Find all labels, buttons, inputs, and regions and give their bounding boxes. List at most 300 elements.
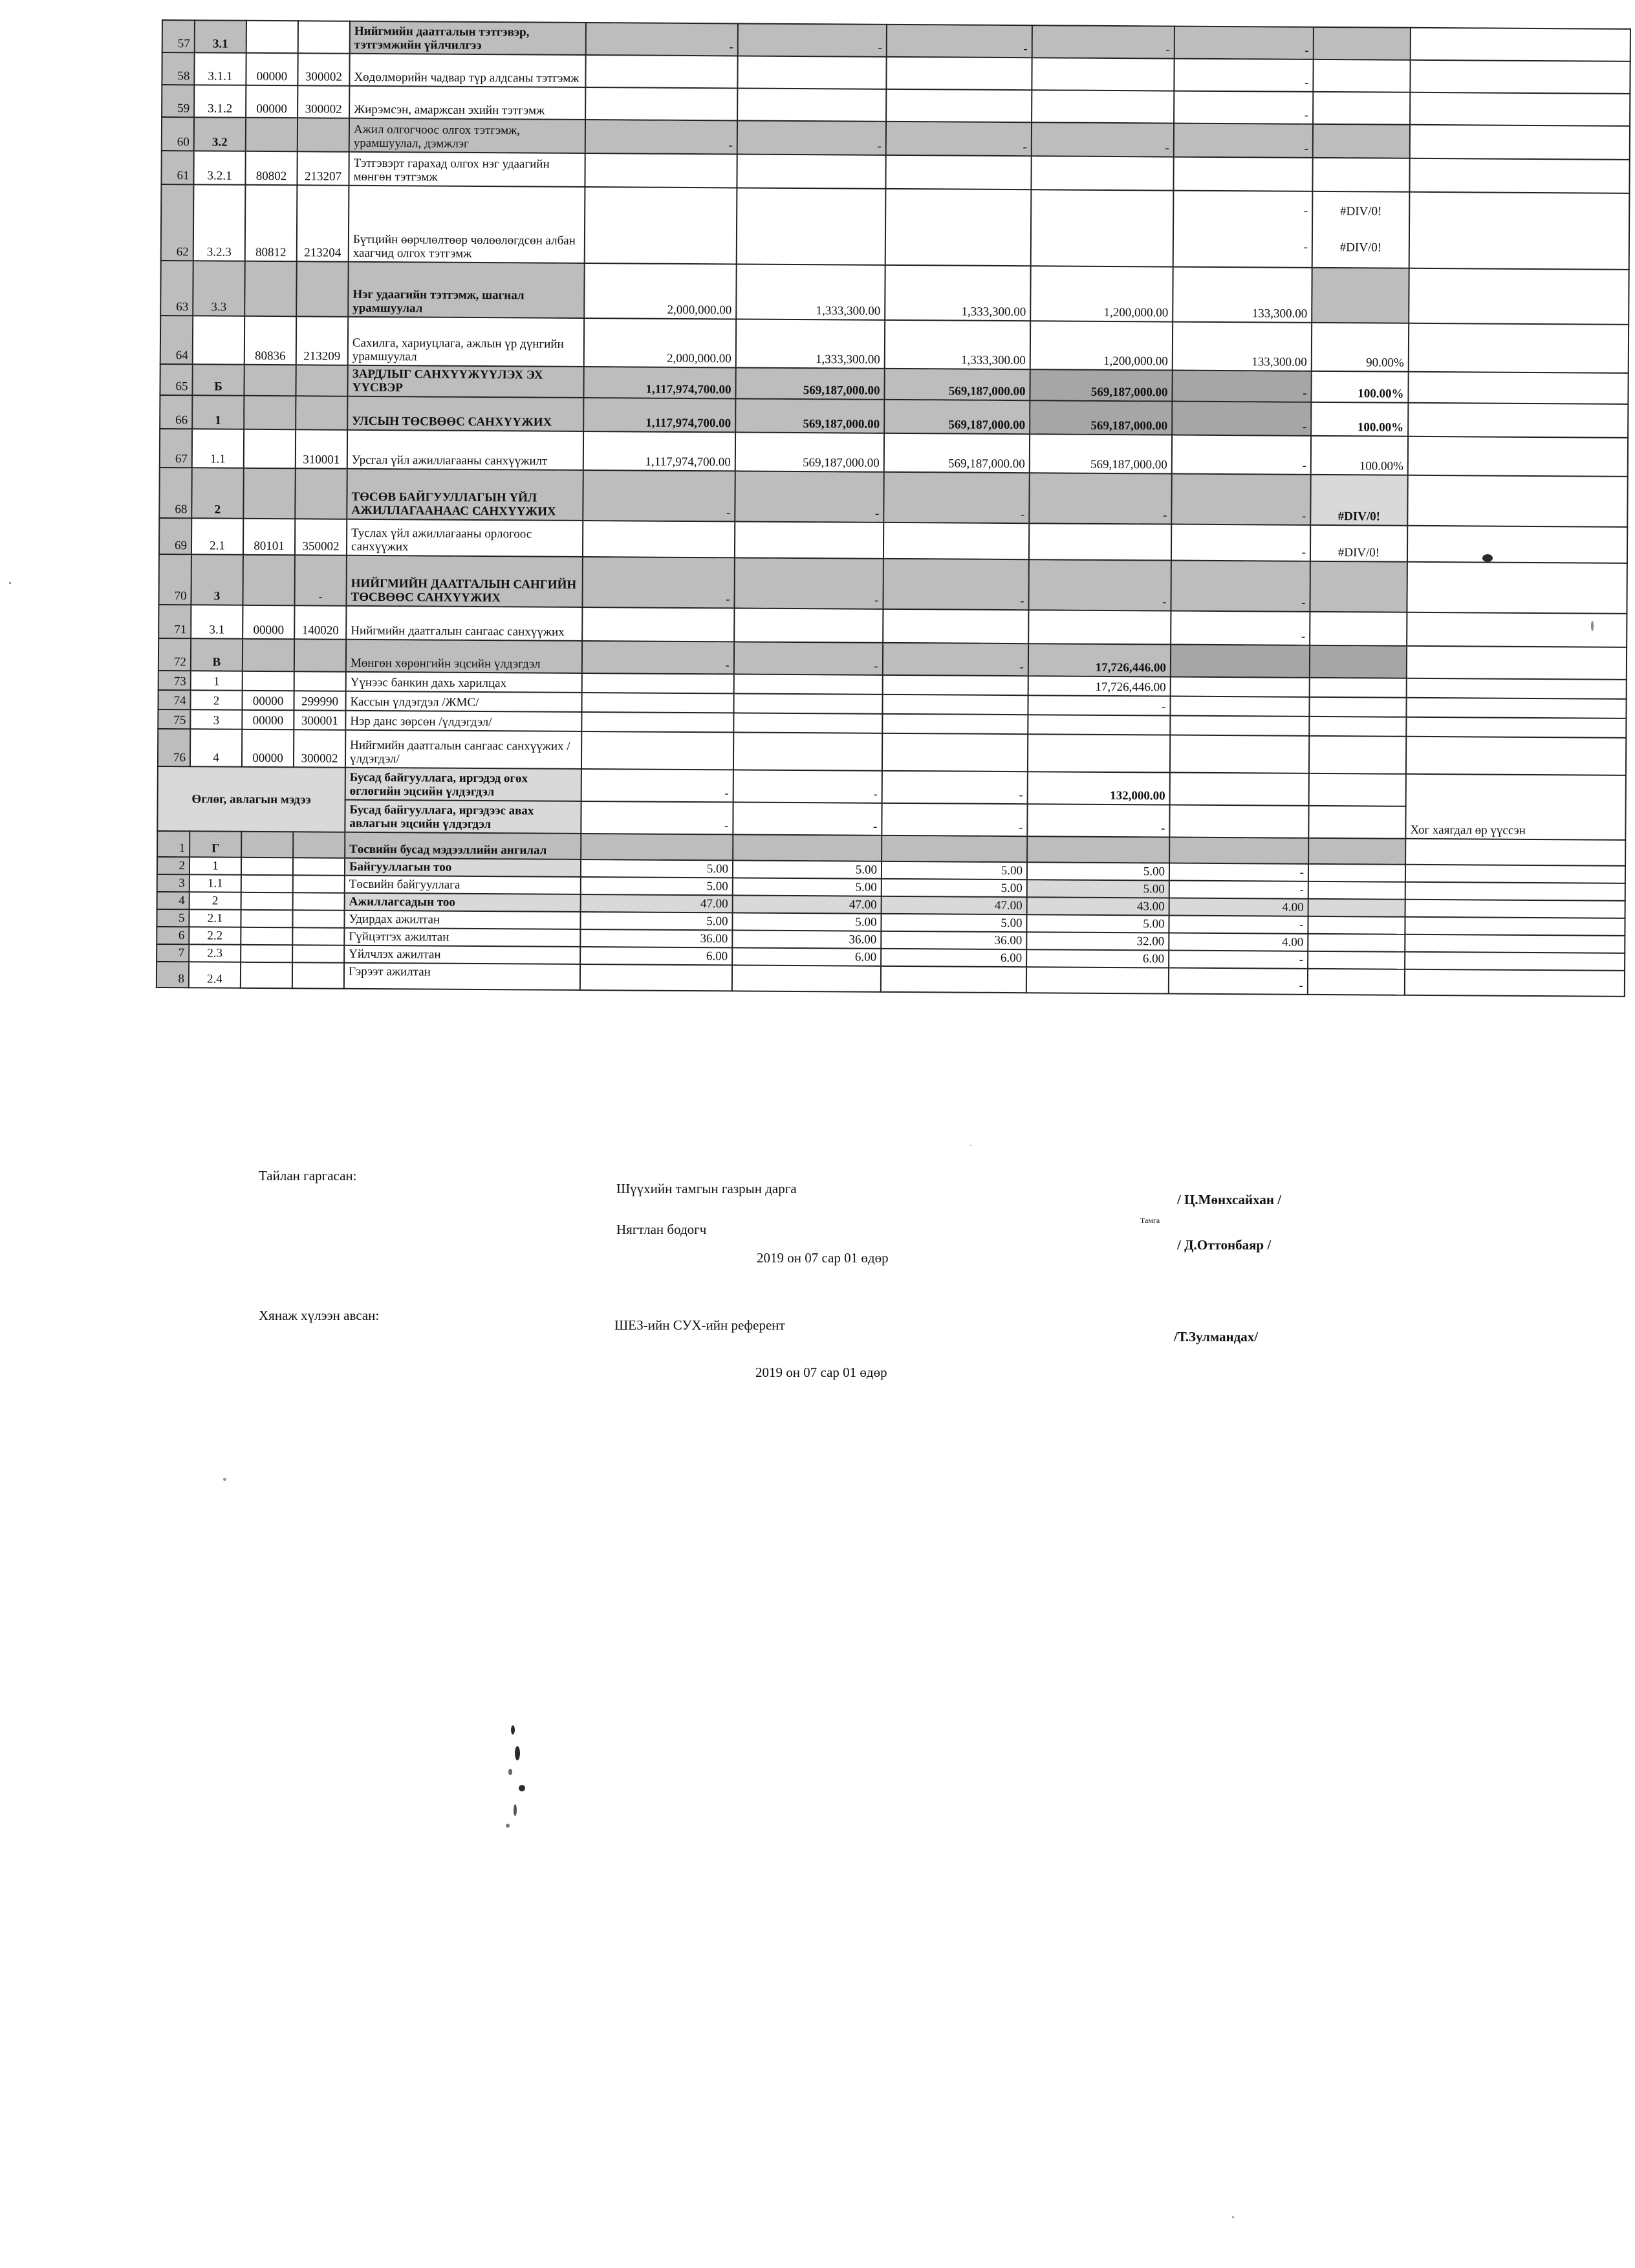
value-plan	[582, 607, 734, 642]
code-2: 350002	[295, 519, 347, 555]
value-financed	[885, 155, 1031, 189]
value-spent	[1028, 610, 1171, 644]
row-code: 3.1.1	[194, 52, 246, 85]
row-number: 58	[162, 52, 194, 85]
scan-speck	[9, 582, 11, 584]
row-name: Жирэмсэн, амаржсан эхийн тэтгэмж	[349, 86, 585, 120]
row-number: 3	[157, 874, 189, 892]
value-difference: -	[1171, 561, 1310, 612]
code-2: 213209	[296, 316, 348, 365]
percent	[1308, 934, 1405, 952]
code-1	[246, 118, 298, 151]
value-difference	[1170, 716, 1309, 736]
value-spent	[1032, 58, 1174, 91]
note	[1410, 60, 1630, 94]
row-number: 8	[157, 962, 189, 988]
code-2	[293, 892, 345, 910]
note	[1408, 437, 1628, 477]
value-plan: 36.00	[580, 929, 732, 947]
value-difference: 133,300.00	[1173, 267, 1312, 323]
value-plan: 47.00	[581, 894, 733, 913]
value-financed: 1,333,300.00	[885, 265, 1031, 321]
value-difference-bottom: -	[1303, 240, 1308, 254]
value-period: -	[734, 557, 883, 609]
value-difference	[1173, 157, 1312, 191]
value-financed: -	[886, 122, 1032, 156]
percent	[1308, 864, 1405, 882]
table-row	[158, 554, 1627, 614]
code-2	[292, 945, 344, 962]
value-plan: -	[583, 470, 735, 521]
code-1: 00000	[242, 729, 294, 767]
value-spent: 569,187,000.00	[1030, 434, 1172, 473]
value-spent: 43.00	[1027, 897, 1169, 915]
value-period: 1,333,300.00	[736, 319, 885, 368]
scan-speck	[506, 1824, 510, 1828]
row-code: 3.2.3	[193, 184, 246, 261]
scan-speck	[1482, 554, 1493, 562]
value-period	[733, 713, 882, 733]
value-difference: -	[1169, 916, 1308, 934]
percent-bottom: #DIV/0!	[1339, 241, 1382, 255]
value-plan: 1,117,974,700.00	[583, 431, 735, 471]
code-2: 213207	[297, 151, 349, 185]
value-difference	[1173, 191, 1313, 268]
note	[1409, 158, 1629, 193]
value-difference: -	[1171, 524, 1310, 561]
value-plan: 5.00	[581, 877, 733, 895]
row-name: Нийгмийн даатгалын сангаас санхүүжих /үлдэгдэл/	[345, 730, 581, 769]
percent	[1308, 881, 1405, 900]
scan-speck	[1232, 2216, 1234, 2218]
value-financed	[885, 189, 1032, 266]
payable-percent	[1309, 773, 1406, 806]
code-2: 300002	[298, 85, 349, 118]
value-financed: 5.00	[882, 879, 1027, 897]
value-plan	[582, 673, 734, 693]
value-period: 5.00	[733, 860, 882, 878]
value-plan	[581, 834, 733, 860]
row-name: Удирдах ажилтан	[344, 911, 580, 929]
value-difference: -	[1174, 91, 1313, 124]
note	[1406, 737, 1626, 775]
percent	[1312, 158, 1409, 192]
value-financed	[882, 733, 1028, 772]
value-difference: -	[1169, 951, 1308, 969]
code-1: 80812	[245, 185, 298, 261]
value-period: 569,187,000.00	[735, 432, 884, 471]
row-number: 4	[157, 892, 189, 909]
row-number: 69	[159, 518, 191, 554]
value-difference: 4.00	[1169, 898, 1308, 916]
receivable-plan: -	[581, 801, 733, 834]
code-1: 00000	[246, 85, 298, 118]
percent	[1310, 645, 1407, 678]
row-code: 3.3	[193, 261, 245, 316]
row-code: 2.4	[189, 962, 241, 988]
row-name: Нийгмийн даатгалын сангаас санхүүжих	[346, 606, 582, 641]
percent	[1310, 678, 1407, 698]
value-plan: -	[582, 557, 734, 608]
code-2	[292, 910, 344, 927]
value-difference	[1171, 645, 1310, 678]
value-difference: 4.00	[1169, 933, 1308, 951]
value-period: 36.00	[732, 930, 881, 948]
value-plan: 1,117,974,700.00	[583, 367, 735, 398]
row-name: Бүтцийн өөрчлөлтөөр чөлөөлөгдсөн албан хаагчид олгох тэтгэмж	[349, 186, 585, 263]
budget-execution-table	[156, 19, 1631, 997]
code-1	[243, 671, 294, 691]
percent	[1308, 969, 1405, 995]
code-1	[241, 832, 293, 858]
row-number: 76	[158, 729, 190, 766]
code-2: 300001	[294, 710, 345, 729]
row-code: 2	[191, 468, 243, 518]
code-1: 80836	[244, 316, 296, 365]
code-2: 300002	[294, 729, 345, 767]
value-period	[734, 608, 883, 642]
code-1	[241, 927, 292, 945]
code-1	[244, 429, 296, 468]
code-1	[243, 639, 294, 671]
row-name: Байгууллагын тоо	[345, 858, 581, 877]
row-name: Нэр данс зөрсөн /үлдэгдэл/	[345, 711, 581, 731]
value-plan	[581, 731, 733, 770]
value-difference: -	[1175, 27, 1314, 59]
value-financed: -	[883, 643, 1028, 676]
table-row	[161, 184, 1630, 270]
value-financed: 47.00	[882, 896, 1027, 914]
row-number: 71	[158, 605, 191, 638]
row-code: 2.3	[189, 944, 241, 962]
debt-note: Хог хаягдал өр үүссэн	[1405, 774, 1626, 840]
note	[1407, 646, 1627, 680]
value-plan	[583, 521, 735, 557]
row-name: Гэрээт ажилтан	[344, 963, 580, 990]
row-code: 1	[189, 857, 241, 874]
value-financed	[886, 89, 1032, 122]
payable-plan: -	[581, 769, 733, 802]
note	[1411, 28, 1630, 61]
value-period	[732, 965, 881, 991]
note	[1405, 917, 1625, 936]
table-row	[160, 261, 1629, 325]
note	[1407, 678, 1627, 699]
value-financed: 36.00	[881, 931, 1026, 949]
row-code: В	[191, 638, 243, 671]
note	[1405, 934, 1625, 953]
prepared-by-label: Тайлан гаргасан:	[259, 1168, 357, 1183]
value-spent: 5.00	[1026, 914, 1169, 933]
value-difference: -	[1174, 59, 1313, 92]
row-code: 1.1	[192, 429, 244, 468]
row-number: 70	[158, 554, 191, 605]
receivable-spent: -	[1027, 804, 1169, 837]
value-spent: 6.00	[1026, 949, 1169, 967]
note	[1405, 900, 1625, 918]
row-name: Хөдөлмөрийн чадвар түр алдсаны тэтгэмж	[349, 54, 585, 87]
value-spent	[1029, 523, 1171, 560]
row-code: 2.2	[189, 927, 241, 944]
value-spent: -	[1029, 473, 1171, 524]
code-1: 00000	[242, 691, 294, 710]
stamp-label: Тамга	[1140, 1216, 1160, 1225]
row-name: Кассын үлдэгдэл /ЖМС/	[345, 691, 581, 712]
scan-speck	[511, 1725, 515, 1734]
row-name: Гүйцэтгэх ажилтан	[344, 928, 580, 947]
percent	[1313, 92, 1410, 125]
percent	[1313, 124, 1410, 158]
received-date: 2019 он 07 сар 01 өдөр	[755, 1365, 887, 1380]
value-financed	[883, 609, 1028, 643]
value-spent: -	[1028, 695, 1170, 715]
row-number: 59	[162, 85, 194, 117]
row-name: Төсвийн байгууллага	[345, 876, 581, 894]
referent-title: ШЕЗ-ийн СУХ-ийн референт	[614, 1317, 785, 1333]
code-1	[241, 858, 293, 875]
value-spent: 17,726,446.00	[1028, 643, 1171, 676]
note	[1407, 475, 1627, 527]
accountant-title: Нягтлан бодогч	[616, 1222, 707, 1237]
note	[1406, 717, 1626, 738]
value-plan	[585, 87, 737, 120]
row-number: 57	[162, 20, 195, 52]
value-financed: -	[887, 25, 1032, 58]
value-financed	[883, 523, 1029, 559]
value-period: 6.00	[732, 947, 881, 966]
row-number: 68	[159, 468, 191, 518]
percent: 100.00%	[1311, 436, 1408, 475]
value-plan	[585, 153, 737, 188]
value-financed: -	[883, 472, 1029, 523]
note	[1405, 882, 1625, 901]
code-1	[244, 365, 296, 396]
referent-name: /Т.Зулмандах/	[1174, 1329, 1259, 1345]
value-period	[735, 521, 883, 558]
row-code: 2.1	[189, 909, 241, 927]
row-number: 61	[161, 151, 193, 184]
value-spent	[1031, 156, 1173, 190]
note	[1408, 403, 1628, 438]
percent	[1312, 268, 1409, 323]
value-plan: -	[586, 23, 738, 56]
receivable-difference	[1169, 805, 1308, 838]
note	[1407, 612, 1627, 647]
note	[1405, 839, 1625, 866]
value-plan: 6.00	[580, 947, 732, 965]
value-plan	[581, 693, 733, 713]
code-2	[294, 671, 346, 691]
value-spent: 32.00	[1026, 932, 1169, 950]
value-difference: -	[1171, 474, 1310, 525]
scan-speck	[1591, 621, 1594, 631]
value-plan	[585, 55, 737, 88]
note	[1408, 372, 1628, 404]
row-number: 72	[158, 638, 191, 671]
receivable-percent	[1308, 806, 1405, 839]
code-2: -	[294, 555, 346, 605]
row-code: 3.2.1	[193, 151, 245, 184]
payable-financed: -	[882, 771, 1028, 804]
percent	[1308, 899, 1405, 917]
row-name: Ажил олгогчоос олгох тэтгэмж, урамшуулал, дэмжлэг	[349, 118, 585, 153]
debt-section-label: Өглөг, авлагын мэдээ	[157, 766, 345, 832]
percent	[1310, 561, 1407, 612]
code-2: 299990	[294, 691, 345, 710]
code-1	[244, 396, 296, 429]
row-name: Сахилга, хариуцлага, ажлын үр дүнгийн урамшуулал	[348, 317, 584, 367]
row-number: 67	[160, 429, 192, 468]
table-row	[160, 316, 1629, 373]
table-row	[159, 468, 1627, 527]
code-2	[293, 832, 345, 858]
code-1	[244, 261, 297, 316]
code-2	[293, 858, 345, 875]
received-by-label: Хянаж хүлээн авсан:	[259, 1308, 380, 1323]
value-plan	[580, 964, 732, 991]
row-number: 60	[162, 117, 194, 151]
note	[1407, 526, 1627, 563]
percent: 100.00%	[1311, 402, 1408, 437]
row-code: 2.1	[191, 518, 243, 554]
row-number: 6	[157, 927, 189, 944]
code-2: 140020	[294, 605, 346, 639]
value-period	[737, 88, 886, 121]
value-spent: 5.00	[1027, 880, 1169, 898]
value-difference: 133,300.00	[1173, 322, 1312, 371]
value-period	[733, 834, 882, 861]
code-1: 80802	[245, 151, 297, 185]
code-1: 00000	[246, 53, 298, 85]
value-spent: 1,200,000.00	[1030, 321, 1173, 370]
note	[1406, 698, 1626, 718]
value-spent	[1027, 836, 1169, 863]
scan-speck	[970, 1145, 971, 1146]
receivable-period: -	[733, 802, 882, 835]
percent: 90.00%	[1312, 323, 1409, 372]
note	[1405, 952, 1625, 971]
code-1	[241, 875, 293, 892]
percent: #DIV/0!	[1310, 525, 1407, 562]
row-number: 1	[157, 831, 189, 857]
row-code: 1	[192, 395, 244, 429]
value-spent	[1031, 189, 1174, 266]
row-number: 5	[157, 909, 189, 927]
value-spent	[1026, 967, 1169, 993]
percent	[1308, 951, 1405, 969]
value-financed: -	[883, 559, 1028, 610]
value-financed	[882, 836, 1027, 862]
value-financed	[886, 57, 1032, 90]
value-financed: 569,187,000.00	[884, 433, 1030, 473]
row-name: НИЙГМИЙН ДААТГАЛЫН САНГИЙН ТӨСВӨӨС САНХҮҮЖИХ	[346, 556, 582, 607]
payable-label: Бусад байгууллага, иргэдэд өгөх өглөгийн эцсийн үлдэгдэл	[345, 768, 581, 801]
row-code: 4	[190, 729, 242, 766]
percent	[1313, 59, 1410, 92]
code-2	[293, 875, 345, 892]
value-period: 47.00	[733, 895, 882, 913]
row-name: Мөнгөн хөрөнгийн эцсийн үлдэгдэл	[346, 640, 582, 673]
code-1: 80101	[243, 519, 295, 555]
percent	[1309, 697, 1406, 717]
code-2	[294, 639, 346, 671]
code-2	[296, 365, 347, 396]
row-number: 64	[160, 316, 193, 364]
row-name: ТӨСӨВ БАЙГУУЛЛАГЫН ҮЙЛ АЖИЛЛАГААНААС САНХҮҮЖИХ	[347, 469, 583, 521]
row-name: Үүнээс банкин дахь харилцах	[346, 672, 582, 693]
value-period: -	[735, 471, 883, 522]
value-plan: -	[585, 120, 737, 154]
row-code: Г	[189, 831, 241, 857]
code-2: 213204	[297, 185, 349, 261]
value-period	[737, 56, 886, 89]
percent: 100.00%	[1311, 371, 1408, 403]
code-2	[292, 962, 344, 988]
value-difference: -	[1174, 124, 1313, 158]
value-difference	[1169, 837, 1308, 864]
row-number: 65	[160, 364, 192, 395]
value-difference	[1170, 735, 1309, 773]
note	[1410, 92, 1630, 126]
value-plan: 1,117,974,700.00	[583, 398, 735, 432]
value-financed	[883, 675, 1028, 695]
scan-speck	[515, 1746, 520, 1760]
row-code: 3.2	[194, 117, 246, 151]
code-1: 00000	[242, 710, 294, 729]
code-1	[241, 962, 292, 988]
scan-speck	[508, 1769, 512, 1775]
value-spent: -	[1032, 122, 1174, 157]
note	[1405, 969, 1625, 997]
code-2: 310001	[296, 429, 347, 468]
code-2	[296, 396, 347, 429]
value-difference	[1170, 697, 1309, 717]
value-plan: -	[582, 641, 734, 674]
row-code: 3.1.2	[194, 85, 246, 117]
code-2	[295, 468, 347, 519]
row-code: 3	[190, 709, 242, 729]
row-name: УЛСЫН ТӨСВӨӨС САНХҮҮЖИХ	[347, 396, 583, 431]
row-name: Урсгал үйл ажиллагааны санхүүжилт	[347, 430, 583, 470]
row-code: 1	[191, 671, 243, 690]
code-1	[241, 945, 292, 962]
code-1	[241, 892, 293, 910]
value-financed	[881, 966, 1026, 993]
note	[1409, 268, 1629, 325]
row-name: Үйлчлэх ажилтан	[344, 945, 580, 964]
code-1	[246, 21, 298, 53]
percent	[1308, 916, 1405, 934]
receivable-financed: -	[882, 803, 1027, 836]
value-plan: 2,000,000.00	[584, 263, 737, 319]
value-financed	[882, 695, 1028, 715]
row-number: 2	[157, 857, 189, 874]
value-period: 569,187,000.00	[735, 367, 884, 399]
value-spent	[1028, 715, 1170, 735]
percent	[1308, 838, 1405, 865]
value-period	[737, 154, 885, 188]
value-difference	[1171, 677, 1310, 697]
row-number: 66	[160, 395, 192, 429]
value-period	[733, 693, 882, 713]
row-name: ЗАРДЛЫГ САНХҮҮЖҮҮЛЭХ ЭХ ҮҮСВЭР	[347, 365, 583, 398]
payable-period: -	[733, 770, 882, 803]
row-name: Төсвийн бусад мэдээллийн ангилал	[345, 832, 581, 859]
value-difference: -	[1172, 402, 1311, 436]
row-number: 7	[157, 944, 189, 962]
value-difference: -	[1172, 435, 1311, 475]
percent	[1312, 191, 1410, 268]
